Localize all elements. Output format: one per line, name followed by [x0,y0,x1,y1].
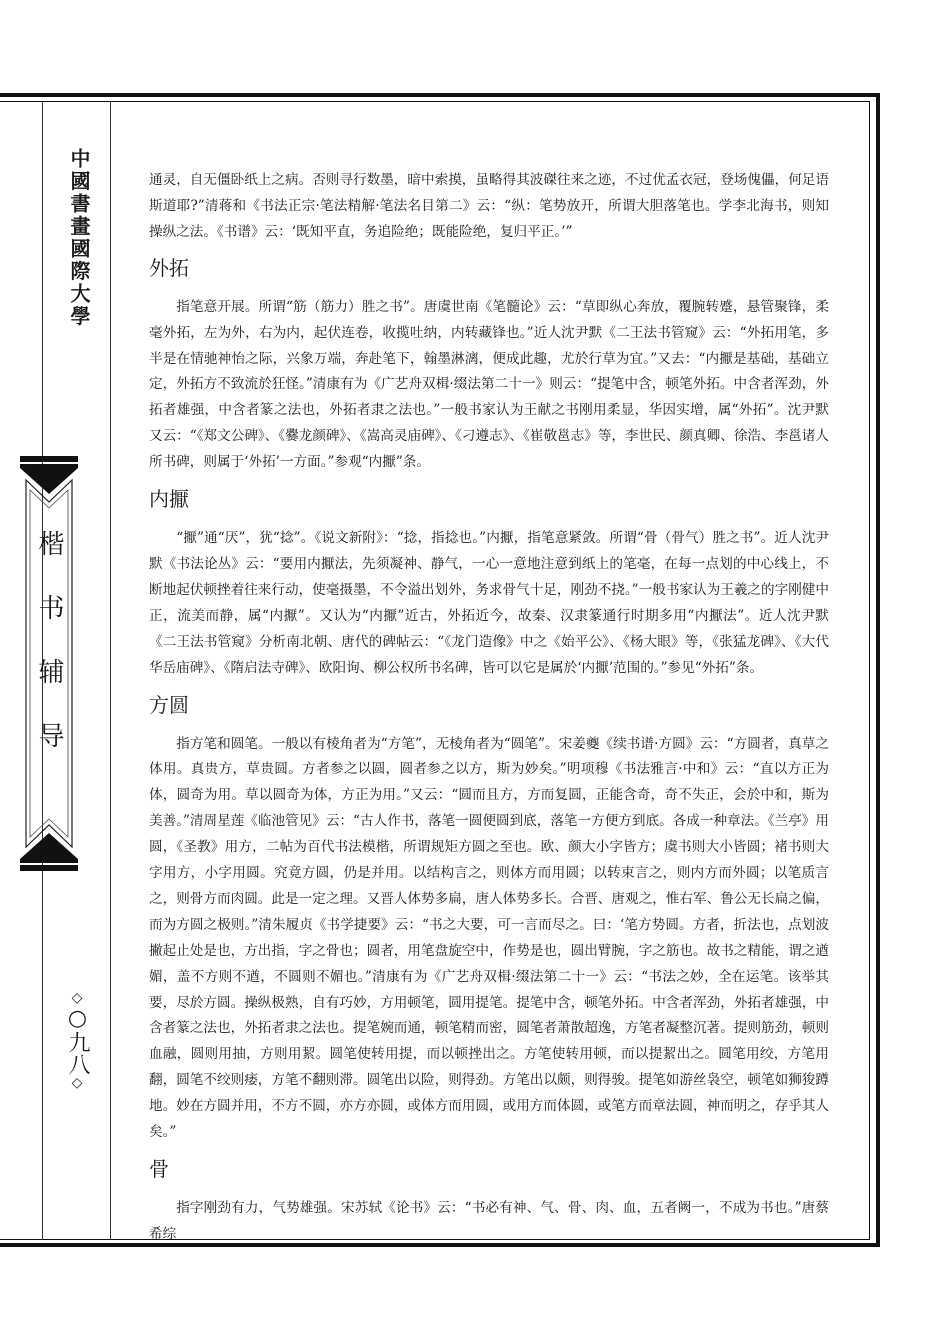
diamond-icon: ◇ [69,1075,85,1091]
side-column-border-right [110,101,111,1240]
entry-heading: 内擫 [149,487,189,512]
main-text [149,168,829,1248]
diamond-icon: ◇ [69,990,85,1006]
entry-text: 指方笔和圆笔。一般以有棱角者为“方笔”，无棱角者为“圆笔”。宋姜夔《续书谱·方圆》云：“方圆者，真草之体用。真贵方，草贵圆。方者参之以圆，圆者参之以方，斯为妙矣。”明项穆《书法雅言·中和》云：“直以方正为体，圆奇为用。草以圆奇为体，方正为用。”又云：“圆而且方，方而复圆，正能含奇，奇不失正，会於中和，斯为美善。”清周星莲《临池管见》云：“古人作书，落笔一圆便圆到底，落笔一方便方到底。各成一种章法。《兰亭》用圆，《圣教》用方，二帖为百代书法模楷，所谓规矩方圆之至也。欧、颜大小字皆方；虞书则大小皆圆；褚书则大字用方，小字用圆。究竟方圆，仍是并用。以结构言之，则体方而用圆；以转束言之，则内方而外圆；以笔质言之，则骨方而肉圆。此是一定之理。又晋人体势多扁，唐人体势多长。合晋、唐观之，惟右军、鲁公无长扁之偏，而为方圆之极则。”清朱履贞《书学捷要》云：“书之大要，可一言而尽之。曰：‘笔方势圆。方者，折法也，点划波撇起止处是也，方出指，字之骨也；圆者，用笔盘旋空中，作势是也，圆出臂腕，字之筋也。故书之精能，谓之遒媚，盖不方则不遒，不圆则不媚也。”清康有为《广艺舟双楫·缀法第二十一》云：“书法之妙，全在运笔。该举其要，尽於方圆。操纵极熟，自有巧妙，方用顿笔，圆用提笔。提笔中含，顿笔外拓。中含者浑劲，外拓者雄强，中含者篆之法也，外拓者隶之法也。提笔婉而通，顿笔精而密，圆笔者萧散超逸，方笔者凝整沉著。提则筋劲，顿则血融，圆则用抽，方则用絜。圆笔使转用提，而以顿挫出之。方笔使转用顿，而以提絜出之。圆笔用绞，方笔用翻，圆笔不绞则痿，方笔不翻则滞。圆笔出以险，则得劲。方笔出以颇，则得骏。提笔如游丝袅空，顿笔如狮狻蹲地。妙在方圆并用，不方不圆，亦方亦圆，或体方而用圆，或用方而体圆，或笔方而章法圆，神而明之，存乎其人矣。” [149,735,829,1141]
page-number-text: ○九八 [65,1006,90,1075]
page-number [62,990,92,1091]
entry-heading: 外拓 [149,255,189,280]
entry-text: “擫”通“厌”，犹“捻”。《说文新附》：“捻，指捻也。”内擫，指笔意紧敛。所谓“骨（骨气）胜之书”。近人沈尹默《书法论丛》云：“要用内擫法，先须凝神、静气，一心一意地注意到纸上的笔毫，在每一点划的中心线上，不断地起伏顿挫着往来行动，使毫摄墨，不令溢出划外，务求骨气十足，刚劲不挠。”一般书家认为王羲之的字刚健中正，流美而静，属“内擫”。又认为“内擫”近古，外拓近今，故秦、汉隶篆通行时期多用“内擫法”。近人沈尹默《二王法书管窥》分析南北朝、唐代的碑帖云：“《龙门造像》中之《始平公》、《杨大眼》等，《张猛龙碑》、《大代华岳庙碑》、《隋启法寺碑》、欧阳询、柳公权所书名碑，皆可以它是属於‘内擫’范围的。”参见“外拓”条。 [149,530,829,676]
entry-text: 指笔意开展。所谓“筋（筋力）胜之书”。唐虞世南《笔髓论》云：“草即纵心奔放，覆腕转蹙，悬管聚锋，柔毫外拓，左为外，右为内，起伏连卷，收揽吐纳，内转藏锋也。”近人沈尹默《二王法书管窥》云：“外拓用笔，多半是在情驰神怡之际，兴象万端，奔赴笔下，翰墨淋漓，便成此趣，尤於行草为宜。”又去：“内擫是基础，基础立定，外拓方不致流於狂怪。”清康有为《广艺舟双楫·缀法第二十一》则云：“提笔中含，顿笔外拓。中含者浑劲，外拓者雄强，中含者篆之法也，外拓者隶之法也。”一般书家认为王献之书刚用柔显，华因实增，属“外拓”。沈尹默又云：“《郑文公碑》、《爨龙颜碑》、《嵩高灵庙碑》、《刁遵志》、《崔敬邕志》等，李世民、颜真卿、徐浩、李邕诸人所书碑，则属于‘外拓’一方面。”参观“内擫”条。 [149,298,829,471]
entry-heading: 方圆 [149,692,189,717]
entry-text: 指字刚劲有力，气势雄强。宋苏轼《论书》云：“书必有神、气、骨、肉、血，五者阙一，不成为书也。”唐蔡希综 [149,1200,829,1242]
entry-neiye [149,485,829,681]
entry-waituo [149,254,829,476]
series-title: 中國書畫國際大學 [67,148,91,328]
entry-fangyuan [149,691,829,1147]
book-title: 楷书辅导 [34,530,64,786]
entry-gu [149,1155,829,1248]
intro-paragraph: 通灵，自无僵卧纸上之病。否则寻行数墨，暗中索摸，虽略得其波磔往来之迹，不过优孟衣冠，登场傀儡，何足语斯道耶?”清蒋和《书法正宗·笔法精解·笔法名目第二》云：“纵：笔势放开，所谓大胆落笔也。学李北海书，则知操纵之法。《书谱》云：‘既知平直，务追险绝；既能险绝，复归平正。’” [149,172,829,240]
entry-heading: 骨 [149,1157,169,1181]
